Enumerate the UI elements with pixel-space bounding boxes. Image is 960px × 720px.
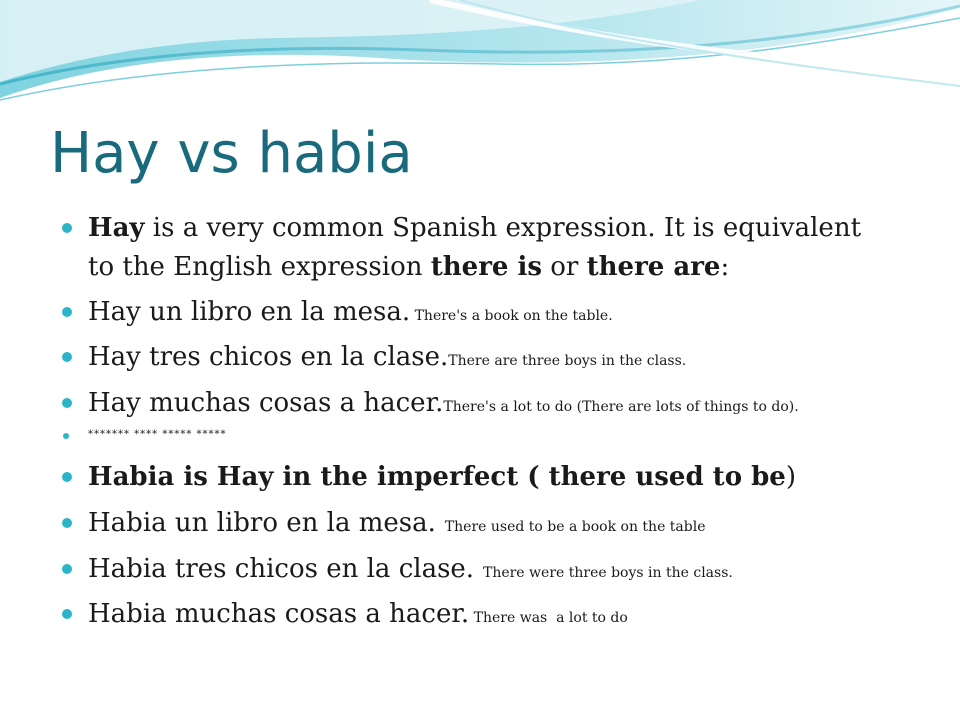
bullet-item-hay-example-3	[88, 384, 908, 423]
header-wave-decoration	[0, 0, 960, 120]
closing-paren: )	[785, 462, 796, 492]
definition-text: is a very common Spanish expression. It is equivalent to the English expression	[88, 213, 862, 282]
bullet-item-separator: ******* **** ***** *****	[88, 429, 227, 440]
spanish-sentence: Hay tres chicos en la clase.	[88, 342, 449, 372]
bullet-item-habia-example-2	[88, 550, 908, 589]
bullet-dot	[62, 398, 72, 408]
spanish-sentence: Hay un libro en la mesa.	[88, 297, 411, 327]
bullet-dot	[62, 518, 72, 528]
bullet-item-habia-example-1	[88, 504, 908, 543]
english-translation: There are three boys in the class.	[448, 353, 687, 369]
bullet-dot	[62, 352, 72, 362]
habia-definition-bold: Habia is Hay in the imperfect ( there used to be	[88, 462, 786, 492]
bullet-item-hay-example-2	[88, 338, 908, 377]
english-translation: There's a book on the table.	[410, 308, 613, 324]
spanish-sentence: Habia un libro en la mesa.	[88, 508, 436, 538]
bullet-item-hay-example-1	[88, 293, 908, 332]
connector-text: or	[542, 252, 587, 282]
bullet-item-habia-example-3	[88, 595, 908, 634]
bullet-dot	[62, 307, 72, 317]
bullet-item-hay-definition	[88, 209, 888, 287]
spanish-sentence: Hay muchas cosas a hacer.	[88, 388, 444, 418]
term-there-is: there is	[430, 252, 543, 282]
english-translation: There's a lot to do (There are lots of things to do).	[443, 399, 799, 415]
bullet-dot	[62, 223, 72, 233]
bullet-item-habia-definition	[88, 458, 908, 497]
english-translation: There were three boys in the class.	[474, 565, 733, 581]
bullet-dot	[62, 609, 72, 619]
term-hay: Hay	[88, 213, 145, 243]
slide-title: Hay vs habia	[50, 121, 413, 186]
colon-text: :	[720, 252, 730, 282]
bullet-dot	[62, 564, 72, 574]
english-translation: There was a lot to do	[469, 610, 628, 626]
bullet-dot	[62, 472, 72, 482]
bullet-dot	[63, 433, 69, 439]
spanish-sentence: Habia muchas cosas a hacer.	[88, 599, 470, 629]
english-translation: There used to be a book on the table	[435, 519, 706, 535]
term-there-are: there are	[586, 252, 721, 282]
spanish-sentence: Habia tres chicos en la clase.	[88, 554, 475, 584]
